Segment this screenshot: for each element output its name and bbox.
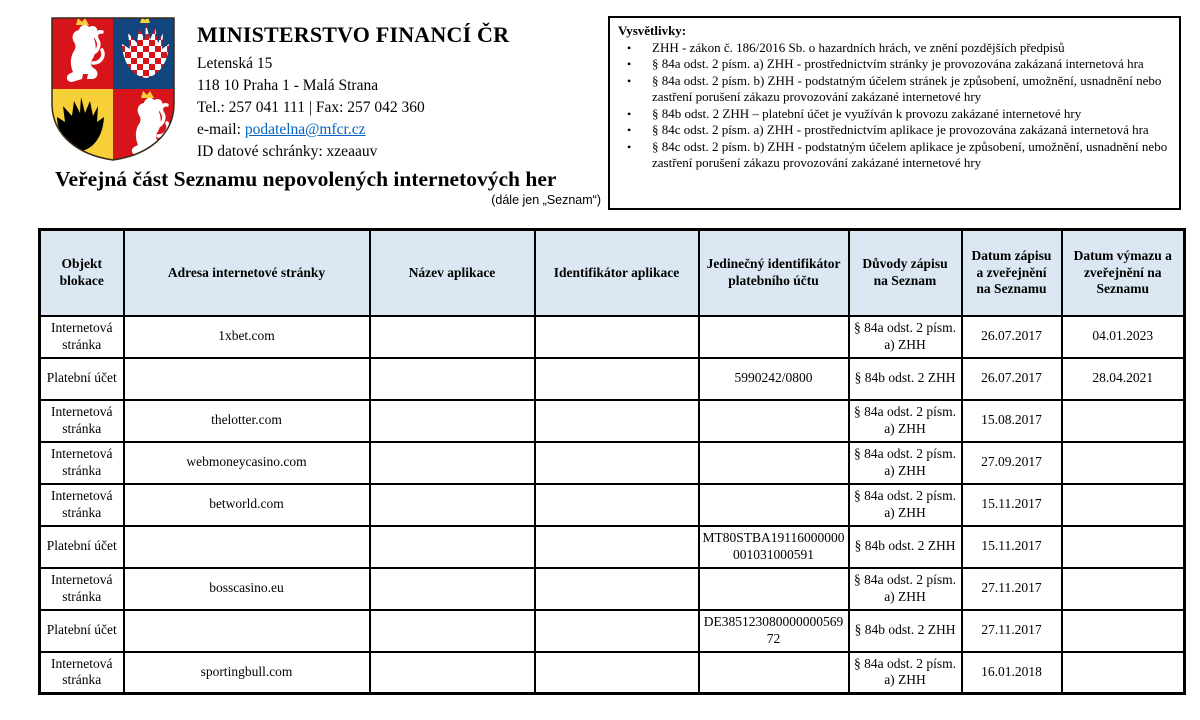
nazev-aplikace-cell bbox=[370, 526, 535, 568]
nazev-aplikace-cell bbox=[370, 400, 535, 442]
objekt-blokace-cell: Internetová stránka bbox=[40, 442, 124, 484]
datum-vymazu-cell: 04.01.2023 bbox=[1062, 316, 1185, 358]
objekt-blokace-cell: Internetová stránka bbox=[40, 316, 124, 358]
table-body bbox=[40, 316, 1185, 694]
datum-vymazu-cell bbox=[1062, 652, 1185, 694]
datum-zapisu-cell: 27.11.2017 bbox=[962, 610, 1062, 652]
objekt-blokace-cell: Platební účet bbox=[40, 358, 124, 400]
datum-vymazu-cell bbox=[1062, 568, 1185, 610]
platebni-ucet-cell bbox=[699, 316, 849, 358]
table-row bbox=[40, 526, 1185, 568]
bullet-icon: • bbox=[627, 57, 632, 71]
adresa-stranky-cell bbox=[124, 358, 370, 400]
table-row bbox=[40, 484, 1185, 526]
identifikator-aplikace-cell bbox=[535, 358, 699, 400]
datum-vymazu-cell: 28.04.2021 bbox=[1062, 358, 1185, 400]
email-link[interactable]: podatelna@mfcr.cz bbox=[244, 121, 366, 138]
table-row bbox=[40, 610, 1185, 652]
datum-vymazu-cell bbox=[1062, 526, 1185, 568]
duvody-zapisu-cell: § 84b odst. 2 ZHH bbox=[849, 610, 962, 652]
table-header bbox=[40, 230, 1185, 316]
duvody-zapisu-cell: § 84a odst. 2 písm. a) ZHH bbox=[849, 400, 962, 442]
identifikator-aplikace-cell bbox=[535, 610, 699, 652]
duvody-zapisu-cell: § 84b odst. 2 ZHH bbox=[849, 358, 962, 400]
identifikator-aplikace-cell bbox=[535, 400, 699, 442]
col-header-adresa-stranky: Adresa internetové stránky bbox=[124, 230, 370, 316]
adresa-stranky-cell: bosscasino.eu bbox=[124, 568, 370, 610]
ministry-name: MINISTERSTVO FINANCÍ ČR bbox=[197, 22, 510, 47]
identifikator-aplikace-cell bbox=[535, 568, 699, 610]
duvody-zapisu-cell: § 84b odst. 2 ZHH bbox=[849, 526, 962, 568]
datum-zapisu-cell: 27.11.2017 bbox=[962, 568, 1062, 610]
email-label: e-mail: bbox=[197, 121, 241, 138]
databox-line: ID datové schránky: xzeaauv bbox=[197, 143, 378, 160]
address-line-city: 118 10 Praha 1 - Malá Strana bbox=[197, 77, 379, 94]
nazev-aplikace-cell bbox=[370, 568, 535, 610]
nazev-aplikace-cell bbox=[370, 358, 535, 400]
letterhead bbox=[197, 22, 509, 163]
duvody-zapisu-cell: § 84a odst. 2 písm. a) ZHH bbox=[849, 484, 962, 526]
datum-vymazu-cell bbox=[1062, 610, 1185, 652]
datum-zapisu-cell: 26.07.2017 bbox=[962, 358, 1062, 400]
platebni-ucet-cell bbox=[699, 442, 849, 484]
col-header-duvody-zapisu: Důvody zápisu na Seznam bbox=[849, 230, 962, 316]
nazev-aplikace-cell bbox=[370, 484, 535, 526]
legend-item-text: § 84c odst. 2 písm. b) ZHH - podstatným účelem aplikace je způsobení, umožnění, usnadnění nebo zastření porušení zákazu provozování zakázané internetové hry bbox=[652, 138, 1168, 170]
duvody-zapisu-cell: § 84a odst. 2 písm. a) ZHH bbox=[849, 568, 962, 610]
col-header-objekt-blokace: Objekt blokace bbox=[40, 230, 124, 316]
czech-coat-of-arms-icon bbox=[48, 16, 178, 162]
datum-vymazu-cell bbox=[1062, 484, 1185, 526]
col-header-datum-zapisu: Datum zápisu a zveřejnění na Seznamu bbox=[962, 230, 1062, 316]
nazev-aplikace-cell bbox=[370, 652, 535, 694]
legend-item-text: § 84a odst. 2 písm. a) ZHH - prostřednictvím stránky je provozována zakázaná internetová hra bbox=[652, 56, 1144, 71]
legend-box bbox=[608, 16, 1181, 210]
table-header-row bbox=[40, 230, 1185, 316]
identifikator-aplikace-cell bbox=[535, 442, 699, 484]
datum-zapisu-cell: 15.11.2017 bbox=[962, 484, 1062, 526]
col-header-platebni-ucet: Jedinečný identifikátor platebního účtu bbox=[699, 230, 849, 316]
page-title: Veřejná část Seznamu nepovolených internetových her bbox=[55, 167, 557, 191]
address-line-street: Letenská 15 bbox=[197, 55, 273, 72]
objekt-blokace-cell: Internetová stránka bbox=[40, 652, 124, 694]
objekt-blokace-cell: Platební účet bbox=[40, 610, 124, 652]
identifikator-aplikace-cell bbox=[535, 316, 699, 358]
col-header-nazev-aplikace: Název aplikace bbox=[370, 230, 535, 316]
objekt-blokace-cell: Platební účet bbox=[40, 526, 124, 568]
blocked-games-table bbox=[38, 228, 1186, 695]
adresa-stranky-cell bbox=[124, 610, 370, 652]
duvody-zapisu-cell: § 84a odst. 2 písm. a) ZHH bbox=[849, 442, 962, 484]
adresa-stranky-cell: betworld.com bbox=[124, 484, 370, 526]
table-row bbox=[40, 358, 1185, 400]
table-row bbox=[40, 442, 1185, 484]
col-header-datum-vymazu: Datum výmazu a zveřejnění na Seznamu bbox=[1062, 230, 1185, 316]
nazev-aplikace-cell bbox=[370, 316, 535, 358]
nazev-aplikace-cell bbox=[370, 610, 535, 652]
identifikator-aplikace-cell bbox=[535, 484, 699, 526]
datum-zapisu-cell: 15.11.2017 bbox=[962, 526, 1062, 568]
legend-item bbox=[618, 122, 1171, 139]
legend-item bbox=[618, 106, 1171, 123]
legend-item-text: § 84a odst. 2 písm. b) ZHH - podstatným účelem stránek je způsobení, umožnění, usnadnění nebo zastření porušení zákazu provozování zakázané internetové hry bbox=[652, 72, 1162, 104]
platebni-ucet-cell bbox=[699, 568, 849, 610]
email-line bbox=[197, 119, 509, 141]
bullet-icon: • bbox=[627, 123, 632, 137]
title-block bbox=[55, 167, 601, 207]
legend-item-text: § 84c odst. 2 písm. a) ZHH - prostřednictvím aplikace je provozována zakázaná internetová hra bbox=[652, 122, 1149, 137]
objekt-blokace-cell: Internetová stránka bbox=[40, 400, 124, 442]
bullet-icon: • bbox=[627, 73, 632, 88]
platebni-ucet-cell bbox=[699, 400, 849, 442]
bullet-icon: • bbox=[627, 106, 632, 121]
identifikator-aplikace-cell bbox=[535, 526, 699, 568]
datum-vymazu-cell bbox=[1062, 400, 1185, 442]
datum-zapisu-cell: 26.07.2017 bbox=[962, 316, 1062, 358]
platebni-ucet-cell: DE38512308000000056972 bbox=[699, 610, 849, 652]
table-row bbox=[40, 400, 1185, 442]
adresa-stranky-cell: webmoneycasino.com bbox=[124, 442, 370, 484]
datum-zapisu-cell: 16.01.2018 bbox=[962, 652, 1062, 694]
platebni-ucet-cell: 5990242/0800 bbox=[699, 358, 849, 400]
table-row bbox=[40, 652, 1185, 694]
legend-item bbox=[618, 73, 1171, 106]
datum-vymazu-cell bbox=[1062, 442, 1185, 484]
legend-item-text: ZHH - zákon č. 186/2016 Sb. o hazardních hrách, ve znění pozdějších předpisů bbox=[652, 39, 1065, 55]
nazev-aplikace-cell bbox=[370, 442, 535, 484]
identifikator-aplikace-cell bbox=[535, 652, 699, 694]
col-header-identifikator-aplikace: Identifikátor aplikace bbox=[535, 230, 699, 316]
legend-item bbox=[618, 56, 1171, 73]
phone-fax-line: Tel.: 257 041 111 | Fax: 257 042 360 bbox=[197, 99, 425, 116]
objekt-blokace-cell: Internetová stránka bbox=[40, 484, 124, 526]
objekt-blokace-cell: Internetová stránka bbox=[40, 568, 124, 610]
datum-zapisu-cell: 15.08.2017 bbox=[962, 400, 1062, 442]
page-subtitle: (dále jen „Seznam“) bbox=[491, 193, 601, 207]
adresa-stranky-cell bbox=[124, 526, 370, 568]
platebni-ucet-cell: MT80STBA19116000000001031000591 bbox=[699, 526, 849, 568]
datum-zapisu-cell: 27.09.2017 bbox=[962, 442, 1062, 484]
bullet-icon: • bbox=[627, 139, 632, 154]
table-row bbox=[40, 316, 1185, 358]
legend-item bbox=[618, 40, 1171, 57]
adresa-stranky-cell: thelotter.com bbox=[124, 400, 370, 442]
legend-item bbox=[618, 139, 1171, 172]
duvody-zapisu-cell: § 84a odst. 2 písm. a) ZHH bbox=[849, 316, 962, 358]
adresa-stranky-cell: 1xbet.com bbox=[124, 316, 370, 358]
adresa-stranky-cell: sportingbull.com bbox=[124, 652, 370, 694]
legend-heading: Vysvětlivky: bbox=[618, 23, 687, 38]
legend-list bbox=[618, 40, 1171, 172]
table-row bbox=[40, 568, 1185, 610]
duvody-zapisu-cell: § 84a odst. 2 písm. a) ZHH bbox=[849, 652, 962, 694]
platebni-ucet-cell bbox=[699, 484, 849, 526]
legend-item-text: § 84b odst. 2 ZHH – platební účet je využíván k provozu zakázané internetové hry bbox=[652, 105, 1082, 121]
platebni-ucet-cell bbox=[699, 652, 849, 694]
bullet-icon: • bbox=[627, 40, 632, 55]
